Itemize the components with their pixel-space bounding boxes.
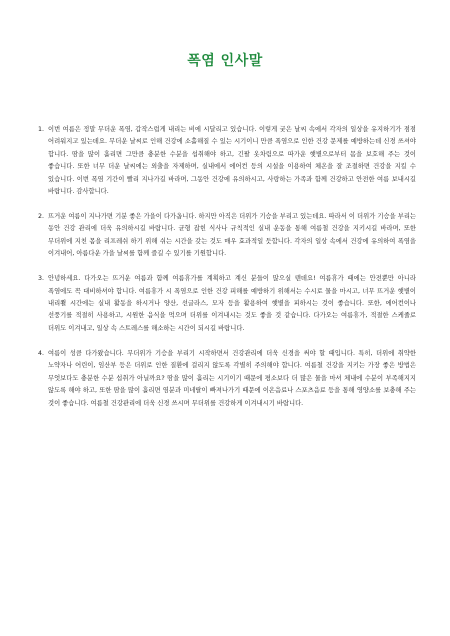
list-item (38, 348, 416, 410)
item-number: 3. (38, 275, 45, 283)
list-item (38, 211, 416, 261)
document-title: 폭염 인사말 (187, 53, 263, 69)
item-text: 뜨거운 여름이 지나가면 기분 좋은 가을이 다가옵니다. 하지만 아직은 더위가 기승을 부리고 있는데요. 따라서 이 더위가 기승을 부리는 동안 건강 관리에 더욱 유의하시길 바랍니다. 균형 잡힌 식사나 규칙적인 실내 운동을 통해 여름철 건강을 지키시길 바라며, 또한 무더위에 지친 몸을 리프레쉬 하기 위해 쉬는 시간을 갖는 것도 매우 효과적일 듯합니다. 각자의 일상 속에서 건강에 유의하여 폭염을 이겨내어, 아름다운 가을 날씨를 함께 즐길 수 있기를 기원합니다. (48, 213, 416, 258)
item-text: 이번 여름은 정말 무더운 폭염, 갑작스럽게 내리는 비에 시달리고 있습니다. 이렇게 궂은 날씨 속에서 각자의 일상을 유지하기가 점점 어려워지고 있는데요. 무더운 날씨로 인해 건강에 소홀해질 수 있는 시기이니 만큼 폭염으로 인한 건강 문제를 예방하는데 신경 쓰셔야 합니다. 땀을 많이 흘리면 그만큼 충분한 수분을 섭취해야 하고, 긴팔 옷차림으로 따가운 햇볕으로부터 몸을 보호해 주는 것이 좋습니다. 또한 너무 더운 날씨에는 외출을 자제하며, 실내에서 에어컨 등의 시설을 이용하여 체온을 잘 조절하면 건강을 지킬 수 있습니다. 이번 폭염 기간이 빨리 지나가길 바라며, 그동안 건강에 유의하시고, 사랑하는 가족과 함께 건강하고 안전한 여름 보내시길 바랍니다. 감사합니다. (48, 126, 416, 196)
item-number: 2. (38, 213, 45, 221)
item-text: 여름이 성큼 다가왔습니다. 무더위가 기승을 부리기 시작하면서 건강관리에 더욱 신경을 써야 할 때입니다. 특히, 더위에 취약한 노약자나 어린이, 임산부 등은 더위로 인한 질환에 걸리지 않도록 각별히 주의해야 합니다. 여름철 건강을 지키는 가장 좋은 방법은 무엇보다도 충분한 수분 섭취가 아닐까요? 땀을 많이 흘리는 시기이기 때문에 평소보다 더 많은 물을 마셔 체내에 수분이 부족해지지 않도록 해야 하고, 또한 땀을 많이 흘리면 염분과 미네랄이 빠져나가기 때문에 이온음료나 스포츠음료 등을 통해 영양소를 보충해 주는 것이 좋습니다. 여름철 건강관리에 더욱 신경 쓰시며 무더위를 건강하게 이겨내시기 바랍니다. (48, 349, 416, 407)
item-text: 안녕하세요. 다가오는 뜨거운 여름과 함께 여름휴가를 계획하고 계신 분들이 많으실 텐데요! 여름휴가 때에는 안전뿐만 아니라 폭염에도 꼭 대비하셔야 합니다. 여름휴가 시 폭염으로 인한 건강 피해를 예방하기 위해서는 수시로 물을 마시고, 너무 뜨거운 햇볕이 내리쬘 시간에는 실내 활동을 하시거나 양산, 선글라스, 모자 등을 활용하여 햇볕을 피하시는 것이 좋습니다. 또한, 에어컨이나 선풍기를 적절히 사용하고, 시원한 음식을 먹으며 더위를 이겨내시는 것도 좋을 것 같습니다. 다가오는 여름휴가, 적절한 스케줄로 더위도 이겨내고, 일상 속 스트레스를 해소하는 시간이 되시길 바랍니다. (48, 275, 416, 332)
item-number: 4. (38, 349, 45, 357)
greeting-list (38, 124, 416, 423)
item-number: 1. (38, 126, 45, 133)
list-item (38, 273, 416, 335)
list-item (38, 124, 416, 198)
